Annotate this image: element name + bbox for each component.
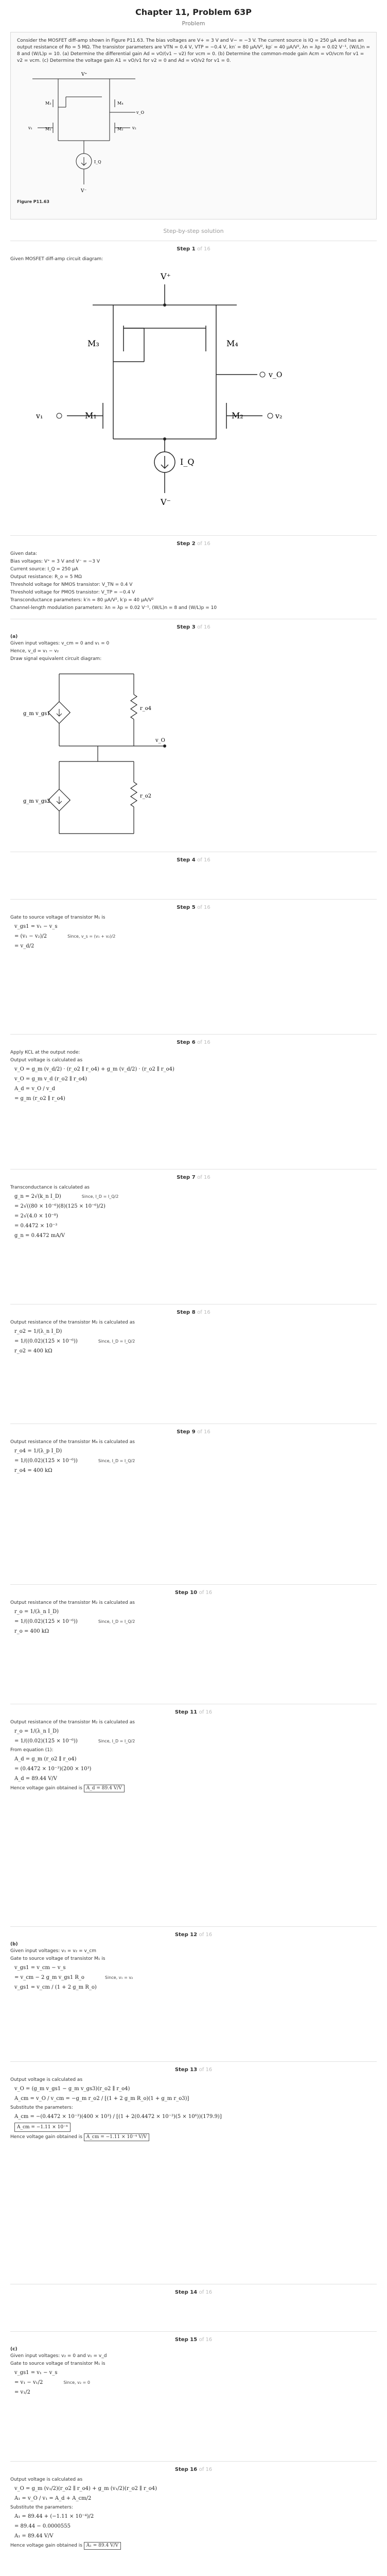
- step-15: [10, 2331, 377, 2455]
- step-6: [10, 1034, 377, 1163]
- step-14: [10, 2284, 377, 2325]
- answer-box: A_cm = −1.11 × 10⁻⁴ V/V: [84, 2133, 149, 2141]
- step-line: Gate to source voltage of transistor M₁ is: [10, 2361, 105, 2366]
- equation: [14, 1984, 377, 1992]
- part-label: (a): [10, 634, 18, 639]
- equation-text: = v₁ − v₁/2: [14, 2380, 43, 2385]
- equation: [14, 1775, 377, 1783]
- step3-small-signal-circuit: [21, 664, 175, 849]
- step-number: Step 10: [174, 1590, 198, 1596]
- step-number: Step 4: [177, 857, 196, 863]
- equation-text: g_n = 0.4472 mA/V: [14, 1233, 65, 1239]
- equation: [14, 1232, 377, 1240]
- equation-text: v_O = g_m (v_d/2) · (r_o2 ∥ r_o4) + g_m (v_d/2) · (r_o2 ∥ r_o4): [14, 1066, 174, 1072]
- step-number: Step 2: [177, 541, 196, 547]
- equation: [14, 933, 377, 941]
- step-number: Step 9: [177, 1429, 196, 1435]
- step-number: Step 14: [174, 2290, 198, 2295]
- step-of: of 16: [199, 1932, 213, 1938]
- equation: [14, 1457, 377, 1465]
- step-3: [10, 619, 377, 845]
- step-line: Substitute the parameters:: [10, 2105, 73, 2110]
- equation-text: v_gs1 = v_cm − v_s: [14, 1965, 66, 1971]
- equation-note: Since, v₁ = v₂: [104, 1975, 133, 1980]
- step-line: Transconductance is calculated as: [10, 1185, 90, 1190]
- step-line: Output resistance of the transistor M₄ is calculated as: [10, 1439, 135, 1445]
- equation: [14, 1447, 377, 1455]
- step-number: Step 7: [177, 1175, 196, 1180]
- step-line: Output voltage is calculated as: [10, 1058, 83, 1063]
- equation-note: Since, v₂ = 0: [63, 2380, 90, 2385]
- equation-text: = 1/((0.02)(125 × 10⁻⁶)): [14, 1619, 78, 1624]
- step-line-text: Hence voltage gain obtained is: [10, 2543, 82, 2548]
- answer-box: A_d = 89.4 V/V: [84, 1785, 125, 1792]
- step-number: Step 1: [177, 246, 196, 252]
- equation: [14, 1467, 377, 1475]
- step-line: Bias voltages: V⁺ = 3 V and V⁻ = −3 V: [10, 559, 100, 564]
- step-of: of 16: [197, 246, 210, 252]
- problem-box: [10, 32, 377, 219]
- step-of: of 16: [197, 1310, 210, 1315]
- equation: [14, 1222, 377, 1230]
- equation-text: r_o2 = 1/(λ_n I_D): [14, 1329, 62, 1334]
- equation-text: g_n = 2√(k_n I_D): [14, 1194, 61, 1199]
- step-number: Step 16: [174, 2467, 198, 2472]
- equation: [14, 942, 377, 951]
- step-line: Output resistance of the transistor M₂ is calculated as: [10, 1320, 135, 1325]
- step-5: [10, 899, 377, 1028]
- step3-ro4-label: r_o4: [140, 706, 152, 711]
- equation-text: v_gs1 = v₁ − v_s: [14, 924, 58, 929]
- step-text: Given MOSFET diff-amp circuit diagram:: [10, 257, 103, 262]
- equation-text: = 1/((0.02)(125 × 10⁻⁶)): [14, 1738, 78, 1744]
- step-7: [10, 1169, 377, 1298]
- step-line: Gate to source voltage of transistor M₁ is: [10, 915, 105, 920]
- equation: [14, 1065, 377, 1074]
- step-line: Given input voltages: v_cm = 0 and v₁ = 0: [10, 641, 110, 646]
- step-number: Step 5: [177, 905, 196, 910]
- step-line: Given input voltages: v₂ = 0 and v₁ = v_d: [10, 2353, 107, 2359]
- step-header: [10, 1310, 377, 1315]
- step-header: [10, 2067, 377, 2073]
- equation-note: Since, I_D = I_Q/2: [98, 1459, 135, 1463]
- equation-text: A_d = v_O / v_d: [14, 1086, 55, 1092]
- step-of: of 16: [197, 1429, 210, 1435]
- step-2: [10, 535, 377, 613]
- step-line: Output voltage is calculated as: [10, 2077, 83, 2082]
- equation: [14, 2495, 377, 2503]
- equation: [14, 2522, 377, 2531]
- equation: [14, 1727, 377, 1736]
- step-of: of 16: [199, 2067, 213, 2073]
- step-header: [10, 905, 377, 910]
- step-line: Given data:: [10, 551, 38, 556]
- step-header: [10, 1932, 377, 1938]
- step3-g1-label: g_m v_gs1: [23, 711, 50, 717]
- equation: [14, 2123, 377, 2132]
- step-of: of 16: [199, 2467, 213, 2472]
- equation: [14, 1193, 377, 1201]
- equation-text: A₁ = 89.44 V/V: [14, 2533, 54, 2539]
- equation: [14, 2532, 377, 2540]
- step-8: [10, 1304, 377, 1417]
- step-of: of 16: [197, 1175, 210, 1180]
- step-header: [10, 1040, 377, 1045]
- equation-text: A₁ = 89.44 + (−1.11 × 10⁻⁴)/2: [14, 2514, 94, 2519]
- step-line: Transconductance parameters: k′n = 80 µA/V², k′p = 40 µA/V²: [10, 598, 154, 603]
- equation-text: = 2√((80 × 10⁻⁶)(8)(125 × 10⁻⁶)/2): [14, 1204, 105, 1209]
- step-header: [10, 2337, 377, 2343]
- step-number: Step 8: [177, 1310, 196, 1315]
- equation-text: = 0.4472 × 10⁻³: [14, 1223, 58, 1229]
- equation-text: = 89.44 − 0.0000555: [14, 2523, 71, 2529]
- equation: [14, 1202, 377, 1211]
- equation-text: = 1/((0.02)(125 × 10⁻⁶)): [14, 1458, 78, 1464]
- equation-text: v_O = g_m v_d (r_o2 ∥ r_o4): [14, 1076, 87, 1082]
- equation: [14, 2485, 377, 2493]
- figure-caption: Figure P11.63: [17, 199, 49, 204]
- step1-vminus-label: V⁻: [161, 497, 171, 507]
- fig-vo-label: v_O: [136, 110, 145, 115]
- equation: [14, 1347, 377, 1355]
- step-header: [10, 2290, 377, 2295]
- step-line: From equation (1):: [10, 1748, 54, 1753]
- step-of: of 16: [199, 2337, 213, 2343]
- step-number: Step 3: [177, 624, 196, 630]
- equation: [14, 1765, 377, 1773]
- step1-v1-label: v₁: [36, 412, 43, 420]
- answer-box: A₁ = 89.4 V/V: [84, 2542, 121, 2550]
- equation-text: = v_cm − 2 g_m v_gs1 R_o: [14, 1975, 84, 1980]
- step1-v2-label: v₂: [275, 412, 283, 420]
- step-line: [10, 2133, 377, 2141]
- step-line: Current source: I_Q = 250 µA: [10, 567, 78, 572]
- equation-note: Since, I_D = I_Q/2: [98, 1339, 135, 1344]
- step-line: [10, 1785, 377, 1792]
- page-title: Chapter 11, Problem 63P: [135, 7, 252, 17]
- step-number: Step 13: [174, 2067, 198, 2073]
- equation: [14, 1212, 377, 1221]
- equation: [14, 1755, 377, 1764]
- step-of: of 16: [197, 857, 210, 863]
- step-line: Substitute the parameters:: [10, 2505, 73, 2510]
- solution-page: [10, 0, 377, 2576]
- equation: [14, 1618, 377, 1626]
- equation-text: v_O = (g_m v_gs1 − g_m v_gs3)(r_o2 ∥ r_o4): [14, 2086, 130, 2092]
- equation-text: = v₁/2: [14, 2389, 30, 2395]
- equation: [14, 1628, 377, 1636]
- equation-text: A_d = g_m (r_o2 ∥ r_o4): [14, 1756, 77, 1762]
- step-of: of 16: [197, 905, 210, 910]
- equation: [14, 923, 377, 931]
- equation: [14, 1964, 377, 1972]
- step-line: Apply KCL at the output node:: [10, 1050, 80, 1055]
- step-of: of 16: [197, 541, 210, 547]
- step-by-step-link[interactable]: Step-by-step solution: [163, 228, 224, 234]
- step-of: of 16: [199, 1709, 213, 1715]
- fig-m3-label: M₃: [45, 101, 51, 106]
- part-label: (c): [10, 2347, 17, 2352]
- equation: [14, 2379, 377, 2387]
- step-header: [10, 1709, 377, 1715]
- step1-iq-label: I_Q: [180, 457, 195, 467]
- problem-statement: Consider the MOSFET diff-amp shown in Figure P11.63. The bias voltages are V+ = 3 V and V− = −3 V. The current source is IQ = 250 µA and has an output resistance of Ro = 5 MΩ. The transistor parameters are VTN = 0.4 V, VTP = −0.4 V, kn′ = 80 µA/V², kp′ = 40 µA/V², λn = λp = 0.02 V⁻¹, (W/L)n = 8 and (W/L)p = 10. (a) Determine the differential gain Ad = vO/(v1 − v2) for vcm = 0. (b) Determine the common-mode gain Acm = vO/vcm for v1 = v2 = vcm. (c) Determine the voltage gain A1 = vO/v1 for v2 = 0 and Ad = vO/v2 for v1 = 0.: [17, 38, 370, 63]
- fig-v2-label: v₂: [132, 126, 136, 130]
- equation: [14, 2369, 377, 2377]
- step-header: [10, 857, 377, 863]
- step-line: Output resistance of the transistor M₂ is calculated as: [10, 1600, 135, 1605]
- equation-text: v_gs1 = v₁ − v_s: [14, 2370, 58, 2376]
- step-number: Step 12: [174, 1932, 198, 1938]
- equation-text: v_gs1 = v_cm / (1 + 2 g_m R_o): [14, 1985, 97, 1990]
- step-10: [10, 1584, 377, 1698]
- step1-m4-label: M₄: [226, 338, 238, 348]
- fig-vminus-label: V⁻: [81, 189, 87, 194]
- step3-g2-label: g_m v_gs2: [23, 799, 50, 804]
- equation: [14, 2388, 377, 2397]
- step1-circuit-diagram: [21, 264, 309, 511]
- step-line: Output resistance of the transistor M₂ is calculated as: [10, 1720, 135, 1725]
- step-of: of 16: [199, 1590, 213, 1596]
- equation-note: Since, I_D = I_Q/2: [98, 1739, 135, 1743]
- fig-m1-label: M₁: [45, 127, 51, 131]
- step-of: of 16: [197, 624, 210, 630]
- equation-text: v_O = g_m (v₁/2)(r_o2 ∥ r_o4) + g_m (v₁/2)(r_o2 ∥ r_o4): [14, 2486, 157, 2492]
- equation: [14, 1737, 377, 1745]
- step-header: [10, 1429, 377, 1435]
- equation-text: = (0.4472 × 10⁻³)(200 × 10³): [14, 1766, 92, 1772]
- equation: [14, 1095, 377, 1103]
- equation-note: Since, I_D = I_Q/2: [81, 1194, 119, 1199]
- step-number: Step 6: [177, 1040, 196, 1045]
- step-13: [10, 2061, 377, 2278]
- equation-text: A_d = 89.44 V/V: [14, 1776, 57, 1782]
- step-line: Threshold voltage for NMOS transistor: V_TN = 0.4 V: [10, 582, 133, 587]
- fig-m2-label: M₂: [117, 127, 124, 131]
- result-box: A_cm = −1.11 × 10⁻⁴: [14, 2123, 71, 2132]
- step-line: Given input voltages: v₁ = v₂ = v_cm: [10, 1948, 97, 1954]
- equation-text: r_o4 = 1/(λ_p I_D): [14, 1448, 62, 1454]
- equation-text: A_cm = v_O / v_cm = −g_m r_o2 / [(1 + 2 g_m R_o)(1 + g_m r_o3)]: [14, 2096, 189, 2102]
- equation: [14, 2085, 377, 2093]
- equation: [14, 1608, 377, 1616]
- step3-ro2-label: r_o2: [140, 793, 152, 799]
- equation: [14, 2113, 377, 2121]
- step-header: [10, 624, 377, 630]
- equation-text: r_o2 = 400 kΩ: [14, 1348, 52, 1354]
- equation-note: Since, I_D = I_Q/2: [98, 1619, 135, 1624]
- equation: [14, 1974, 377, 1982]
- step-line: Output voltage is calculated as: [10, 2477, 83, 2482]
- step-number: Step 11: [174, 1709, 198, 1715]
- equation-text: A₁ = v_O / v₁ = A_d + A_cm/2: [14, 2496, 92, 2501]
- step-line: [10, 2542, 377, 2550]
- equation: [14, 1337, 377, 1346]
- equation: [14, 2513, 377, 2521]
- step1-vplus-label: V⁺: [161, 272, 171, 281]
- equation-text: r_o = 1/(λ_n I_D): [14, 1728, 59, 1734]
- step-header: [10, 1175, 377, 1180]
- step-header: [10, 2467, 377, 2472]
- equation-text: = 1/((0.02)(125 × 10⁻⁶)): [14, 1338, 78, 1344]
- step1-vo-label: v_O: [269, 371, 283, 379]
- equation-text: A_cm = −(0.4472 × 10⁻³)(400 × 10³) / [(1 + 2(0.4472 × 10⁻³)(5 × 10⁶))(179.9)]: [14, 2114, 222, 2120]
- step-line: Draw signal equivalent circuit diagram:: [10, 656, 102, 662]
- fig-vplus-label: V⁺: [81, 72, 87, 77]
- step1-m3-label: M₃: [87, 338, 99, 348]
- equation-text: = 2√(4.0 × 10⁻⁸): [14, 1213, 58, 1219]
- fig-v1-label: v₁: [28, 126, 32, 130]
- equation-text: r_o = 1/(λ_n I_D): [14, 1609, 59, 1615]
- fig-iq-label: I_Q: [94, 160, 101, 164]
- equation-text: = v_d/2: [14, 943, 34, 949]
- equation-text: = g_m (r_o2 ∥ r_o4): [14, 1096, 65, 1101]
- equation: [14, 1085, 377, 1093]
- step1-m2-label: M₂: [232, 411, 243, 420]
- equation-text: = (v₁ − v₂)/2: [14, 934, 47, 939]
- header: [10, 0, 377, 27]
- page-subtitle: Problem: [182, 20, 205, 27]
- step-of: of 16: [197, 1040, 210, 1045]
- equation: [14, 1075, 377, 1083]
- step-1: [10, 241, 377, 529]
- step-16: [10, 2461, 377, 2576]
- equation: [14, 2095, 377, 2103]
- part-label: (b): [10, 1942, 18, 1947]
- step-header: [10, 541, 377, 547]
- step-line: Threshold voltage for PMOS transistor: V_TP = −0.4 V: [10, 590, 135, 595]
- equation-text: r_o4 = 400 kΩ: [14, 1468, 52, 1473]
- step-line: Hence, v_d = v₁ − v₂: [10, 649, 59, 654]
- equation: [14, 1328, 377, 1336]
- step-line: Gate to source voltage of transistor M₁ is: [10, 1956, 105, 1961]
- step1-m1-label: M₁: [85, 411, 97, 420]
- fig-m4-label: M₄: [117, 101, 124, 106]
- step-line-text: Hence voltage gain obtained is: [10, 2134, 82, 2140]
- step-header: [10, 1590, 377, 1596]
- step-line: Channel-length modulation parameters: λn = λp = 0.02 V⁻¹, (W/L)n = 8 and (W/L)p = 10: [10, 605, 217, 611]
- step-of: of 16: [199, 2290, 213, 2295]
- step-number: Step 15: [174, 2337, 198, 2343]
- step-12: [10, 1926, 377, 2055]
- problem-circuit-figure: [17, 69, 151, 197]
- step-9: [10, 1423, 377, 1578]
- equation-text: r_o = 400 kΩ: [14, 1629, 49, 1634]
- step-11: [10, 1704, 377, 1920]
- step3-vo-label: v_O: [155, 738, 165, 743]
- step-line-text: Hence voltage gain obtained is: [10, 1786, 82, 1791]
- equation-note: Since, v_s = (v₁ + v₂)/2: [67, 934, 116, 939]
- step-line: Output resistance: R_o = 5 MΩ: [10, 574, 82, 580]
- step-header: [10, 246, 377, 252]
- step-4: [10, 852, 377, 893]
